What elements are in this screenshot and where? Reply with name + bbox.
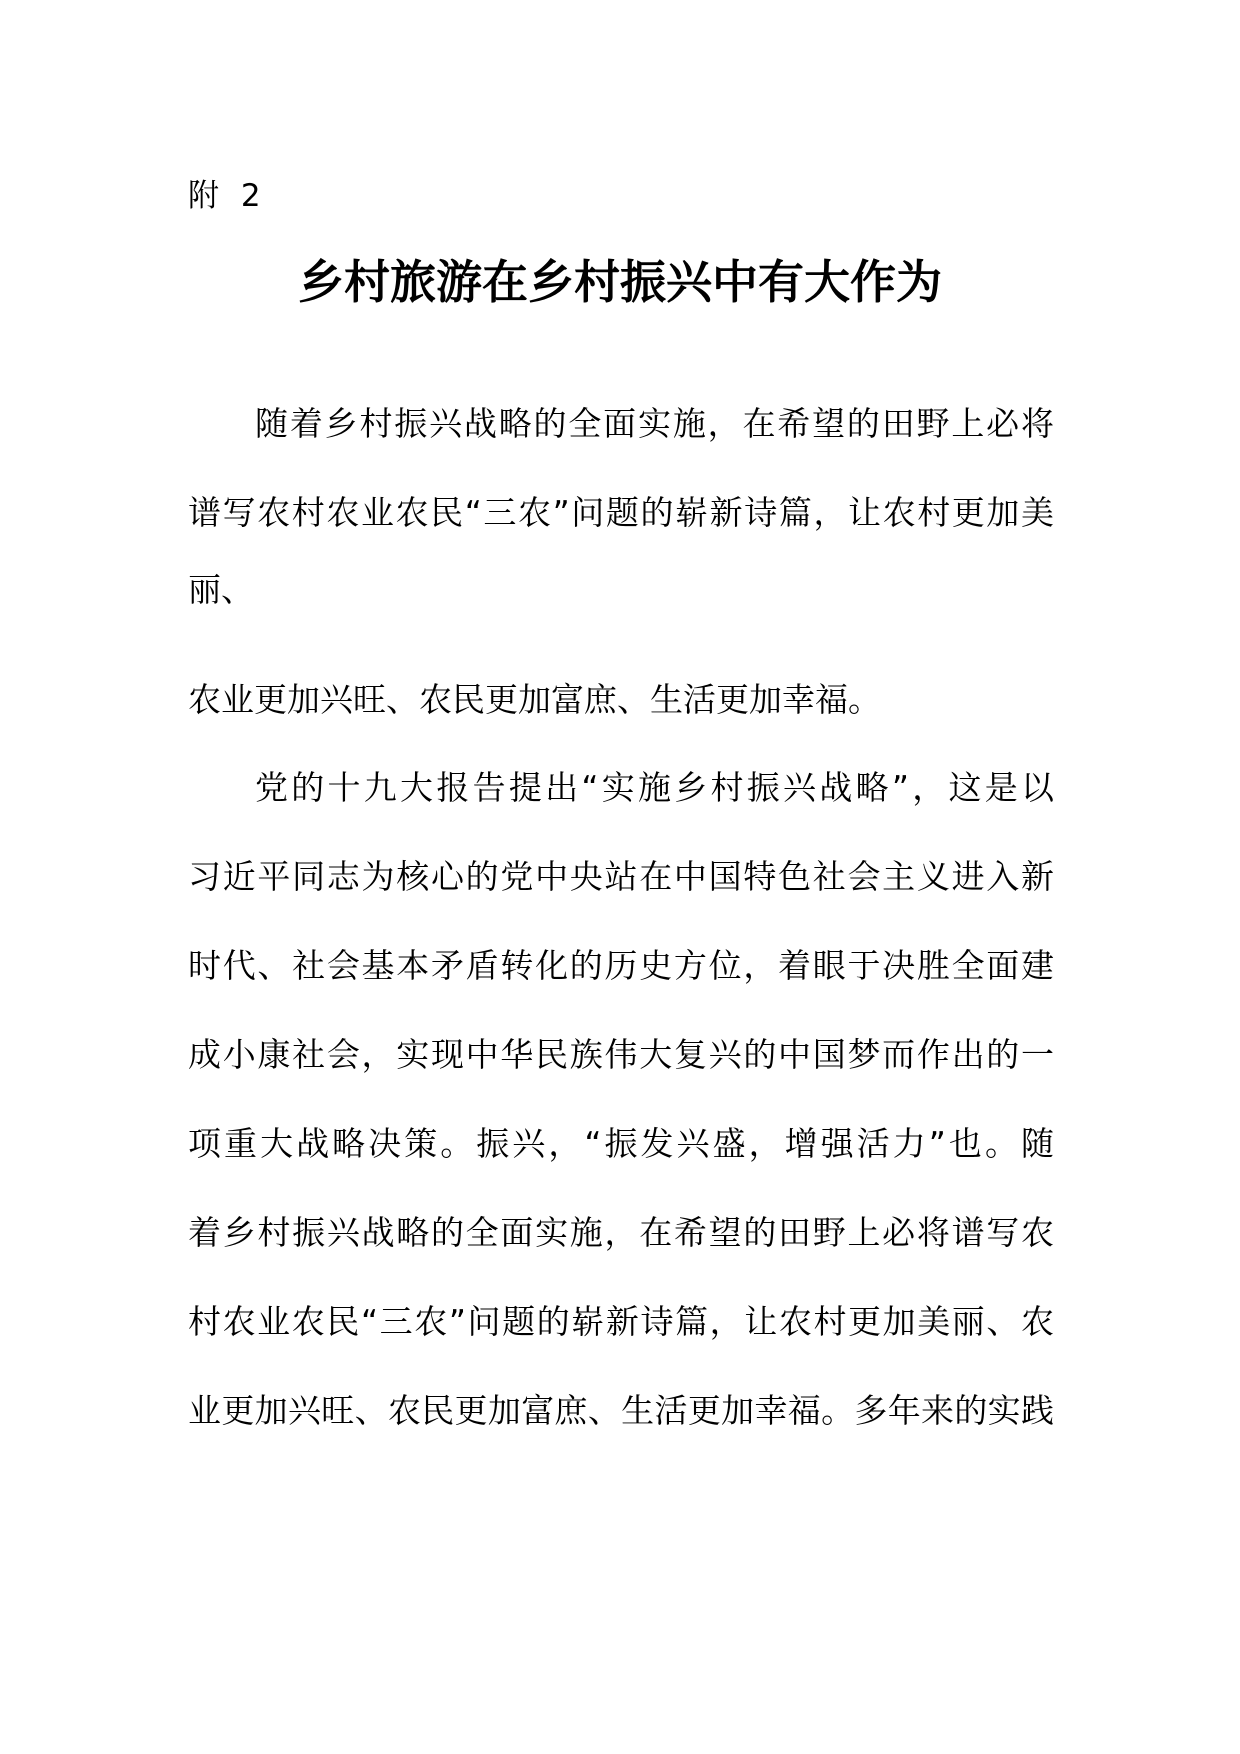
paragraph-line: 成小康社会，实现中华民族伟大复兴的中国梦而作出的一 xyxy=(188,1035,1054,1074)
paragraph-line: 党的十九大报告提出“实施乡村振兴战略”，这是以 xyxy=(255,768,1054,807)
paragraph-line: 随着乡村振兴战略的全面实施，在希望的田野上必将 xyxy=(255,404,1054,443)
attachment-label: 附 2 xyxy=(188,178,267,214)
paragraph-line: 农业更加兴旺、农民更加富庶、生活更加幸福。 xyxy=(188,680,881,719)
paragraph-line: 业更加兴旺、农民更加富庶、生活更加幸福。多年来的实践 xyxy=(188,1391,1054,1430)
paragraph-line: 丽、 xyxy=(188,570,254,609)
paragraph-line: 项重大战略决策。振兴，“振发兴盛，增强活力”也。随 xyxy=(188,1124,1054,1163)
document-title: 乡村旅游在乡村振兴中有大作为 xyxy=(298,255,942,309)
paragraph-line: 时代、社会基本矛盾转化的历史方位，着眼于决胜全面建 xyxy=(188,946,1054,985)
paragraph-line: 谱写农村农业农民“三农”问题的崭新诗篇，让农村更加美 xyxy=(188,493,1054,532)
paragraph-line: 着乡村振兴战略的全面实施，在希望的田野上必将谱写农 xyxy=(188,1213,1054,1252)
paragraph-line: 习近平同志为核心的党中央站在中国特色社会主义进入新 xyxy=(188,857,1054,896)
paragraph-line: 村农业农民“三农”问题的崭新诗篇，让农村更加美丽、农 xyxy=(188,1302,1054,1341)
